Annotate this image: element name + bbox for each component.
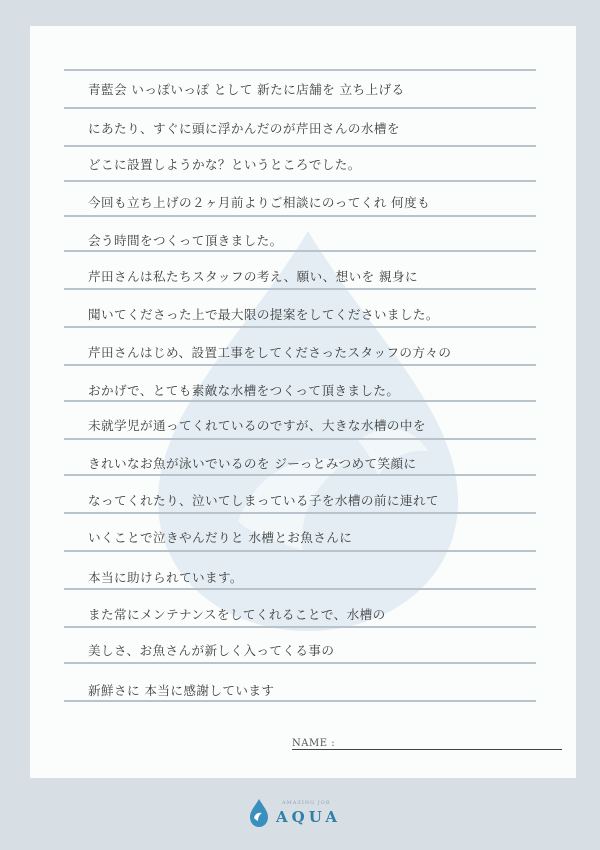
ruled-line bbox=[64, 474, 536, 476]
letter-line: 青藍会 いっぽいっぽ として 新たに店舗を 立ち上げる bbox=[88, 82, 405, 97]
letter-sheet bbox=[30, 26, 576, 778]
ruled-line bbox=[64, 364, 536, 366]
logo-tagline: AMAZING JOB bbox=[282, 800, 331, 806]
ruled-line bbox=[64, 700, 536, 702]
letter-line: 会う時間をつくって頂きました。 bbox=[88, 233, 283, 248]
letter-line: 本当に助けられています。 bbox=[88, 570, 243, 585]
ruled-line bbox=[64, 400, 536, 402]
letter-line: おかげで、とても素敵な水槽をつくって頂きました。 bbox=[88, 383, 400, 398]
ruled-line bbox=[64, 215, 536, 217]
ruled-line bbox=[64, 180, 536, 182]
letter-line: 新鮮さに 本当に感謝しています bbox=[88, 683, 275, 698]
ruled-line bbox=[64, 662, 536, 664]
ruled-line bbox=[64, 438, 536, 440]
name-signature-line bbox=[292, 749, 562, 750]
letter-line: きれいなお魚が泳いでいるのを ジーっとみつめて笑顔に bbox=[88, 456, 417, 471]
letter-line: また常にメンテナンスをしてくれることで、水槽の bbox=[88, 607, 386, 622]
logo-wordmark: AQUA bbox=[276, 808, 341, 826]
ruled-line bbox=[64, 588, 536, 590]
letter-line: にあたり、すぐに頭に浮かんだのが芹田さんの水槽を bbox=[88, 121, 400, 136]
letter-line: 聞いてくださった上で最大限の提案をしてくださいました。 bbox=[88, 307, 439, 322]
water-drop-icon bbox=[248, 798, 270, 828]
ruled-line bbox=[64, 288, 536, 290]
letter-line: なってくれたり、泣いてしまっている子を水槽の前に連れて bbox=[88, 493, 439, 508]
letter-line: 美しさ、お魚さんが新しく入ってくる事の bbox=[88, 643, 335, 658]
ruled-line bbox=[64, 107, 536, 109]
letter-line: どこに設置しようかな？というところでした。 bbox=[88, 157, 361, 172]
letter-line: 芹田さんは私たちスタッフの考え、願い、想いを 親身に bbox=[88, 269, 419, 284]
letter-line: 今回も立ち上げの２ヶ月前よりご相談にのってくれ 何度も bbox=[88, 195, 431, 210]
ruled-line bbox=[64, 250, 536, 252]
ruled-line bbox=[64, 145, 536, 147]
ruled-line bbox=[64, 550, 536, 552]
letter-line: いくことで泣きやんだりと 水槽とお魚さんに bbox=[88, 530, 353, 545]
letter-line: 芹田さんはじめ、設置工事をしてくださったスタッフの方々の bbox=[88, 345, 452, 360]
ruled-line bbox=[64, 69, 536, 71]
aqua-logo bbox=[248, 796, 368, 836]
name-label: NAME : bbox=[292, 738, 336, 749]
ruled-line bbox=[64, 626, 536, 628]
ruled-line bbox=[64, 512, 536, 514]
ruled-line bbox=[64, 326, 536, 328]
letter-line: 未就学児が通ってくれているのですが、大きな水槽の中を bbox=[88, 418, 426, 433]
